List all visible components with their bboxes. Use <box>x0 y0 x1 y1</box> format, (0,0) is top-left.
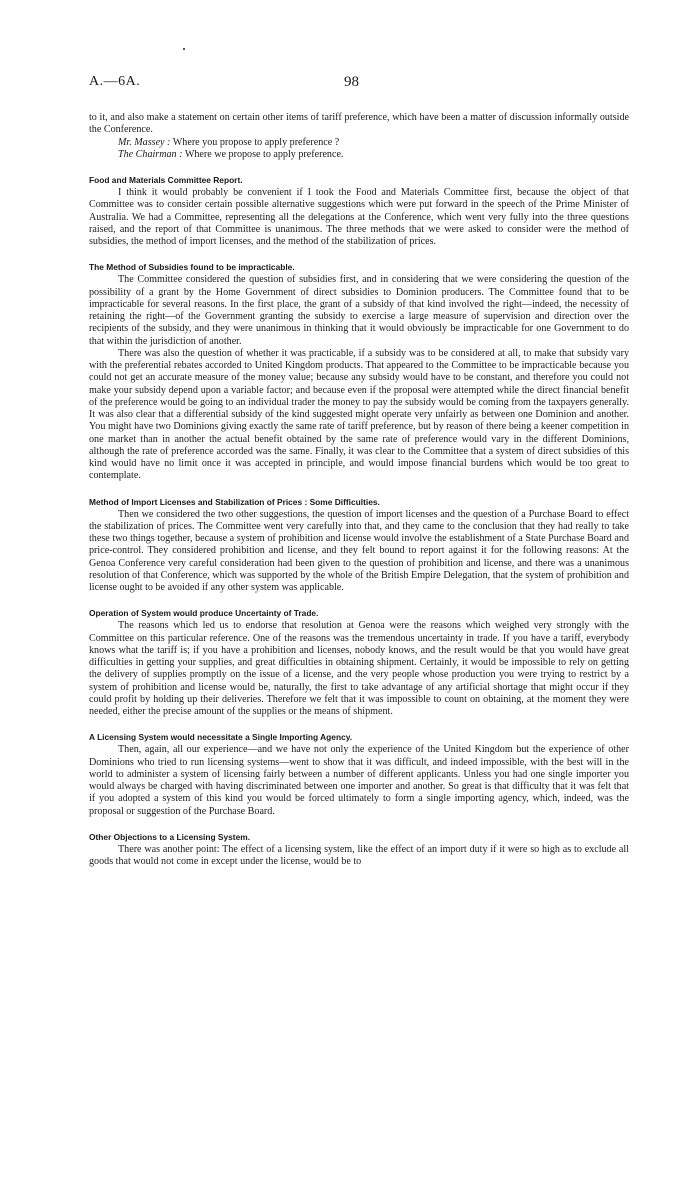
body-text <box>89 112 629 868</box>
document-reference: A.—6A. <box>89 74 141 89</box>
paragraph-uncertainty: The reasons which led us to endorse that resolution at Genoa were the reasons which weighed very strongly with the Committee on this particular reference. One of the reasons was the tremendous uncertainty in trade. If you have a tariff, everybody knows what the tariff is; if you have a prohibition and licenses, nobody knows, and the result would be that you would have great difficulties in getting your supplies, and great difficulties in obtaining shipment. Certainly, it would be impossible to rely on getting the delivery of supplies promptly on the issue of a license, and the very people whose production you were trying to restrict by a system of prohibition and license would be, naturally, the first to take advantage of any artificial shortage that might occur if they could profit by holding up their deliveries. Therefore we felt that it was impossible to count on obtaining, at the moment they were needed, either the precise amount of the supplies or the means of shipment. <box>89 620 629 717</box>
paragraph-other: There was another point: The effect of a licensing system, like the effect of an import duty if it were so high as to exclude all goods that would not come in except under the license, would be to <box>89 843 629 867</box>
speaker-text-chairman: Where we propose to apply preference. <box>182 148 344 160</box>
page-number: 98 <box>344 74 359 90</box>
section-heading-uncertainty: Operation of System would produce Uncertainty of Trade. <box>89 608 319 619</box>
paragraph-subsidies-1: The Committee considered the question of subsidies first, and in considering that we were considering the question of the possibility of a grant by the Home Government of direct subsidies to Dominion producers. The Committee found that to be impracticable for several reasons. In the first place, the grant of a subsidy of that kind involved the right—indeed, the necessity of retaining the right—of the Government granting the subsidy to exercise a large measure of supervision and direction over the recipients of the subsidy, and they were unanimous in thinking that it would obviously be impracticable for one Government to do that within the jurisdiction of another. <box>89 274 629 347</box>
paragraph-food: I think it would probably be convenient if I took the Food and Materials Committee first, because the object of that Committee was to consider certain possible alternative suggestions which were put forward in the speech of the Prime Minister of Australia. We had a Committee, representing all the delegations at the Conference, which went very fully into the three questions raised, and the report of that Committee is unanimous. The three methods that we were asked to consider were the method of subsidies, the method of import licenses, and the method of the stabilization of prices. <box>89 187 629 247</box>
paragraph-licenses: Then we considered the two other suggestions, the question of import licenses and the question of a Purchase Board to effect the stabilization of prices. The Committee went very carefully into that, and they came to the conclusion that they had really to take these two things together, because a system of prohibition and license would involve the establishment of a State Purchase Board and price-control. They considered prohibition and license, and they felt bound to report against it for the following reasons: At the Genoa Conference very careful consideration had been given to the question of prohibition and license, and there was a unanimous resolution of that Conference, which was supported by the whole of the British Empire Delegation, that the system of prohibition and license ought to be avoided if any other system was applicable. <box>89 508 629 593</box>
running-header <box>89 74 629 94</box>
page-mark <box>183 48 185 50</box>
speaker-name-massey: Mr. Massey : <box>118 136 171 148</box>
section-heading-food: Food and Materials Committee Report. <box>89 175 243 185</box>
section-heading-licenses: Method of Import Licenses and Stabilization of Prices : Some Difficulties. <box>89 496 380 507</box>
paragraph-subsidies-2: There was also the question of whether it was practicable, if a subsidy was to be considered at all, to make that subsidy vary with the preferential rebates accorded to United Kingdom products. That appeared to the Committee to be impracticable because you could not get an accurate measure of the money value; because any subsidy would have to be constant, and therefore you could not make your subsidy depend upon a variable factor; and because even if the proposal were attempted while the direct financial benefit of the preference would be going to an individual trader the money to pay the subsidy would be coming from the taxpayers generally. It was also clear that a differential subsidy of the kind suggested might operate very unfairly as between one Dominion and another. You might have two Dominions giving exactly the same rate of tariff preference, but by reason of there being a keener competition in one market than in another the actual benefit obtained by the same rate of preference would vary in the different Dominions, although the rate of preference accorded was the same. Finally, it was clear to the Committee that a system of direct subsidies of this kind would have no limit once it was accepted in principle, and would impose financial burdens which would be too great to contemplate. <box>89 347 629 482</box>
section-heading-subsidies: The Method of Subsidies found to be impracticable. <box>89 262 295 273</box>
section-heading-other: Other Objections to a Licensing System. <box>89 831 251 842</box>
speaker-text-massey: Where you propose to apply preference ? <box>170 136 340 148</box>
paragraph-agency: Then, again, all our experience—and we have not only the experience of the United Kingdom but the experience of other Dominions who tried to run licensing systems—went to show that it was difficult, and indeed impossible, with the best will in the world to administer a system of licensing fairly between a number of different applicants. Unless you had one single importer you would always be charged with having discriminated between one importer and another. So great is that difficulty that it was felt that if you adopted a system of this kind you would be forced ultimately to form a single importing agency, which, indeed, was the proposal or suggestion of the Purchase Board. <box>89 744 629 817</box>
speaker-name-chairman: The Chairman : <box>118 148 183 160</box>
speaker-line-chairman <box>89 149 629 161</box>
speaker-line-massey <box>89 137 629 149</box>
section-heading-agency: A Licensing System would necessitate a Single Importing Agency. <box>89 732 353 743</box>
intro-paragraph: to it, and also make a statement on certain other items of tariff preference, which have been a matter of discussion informally outside the Conference. <box>89 112 629 136</box>
